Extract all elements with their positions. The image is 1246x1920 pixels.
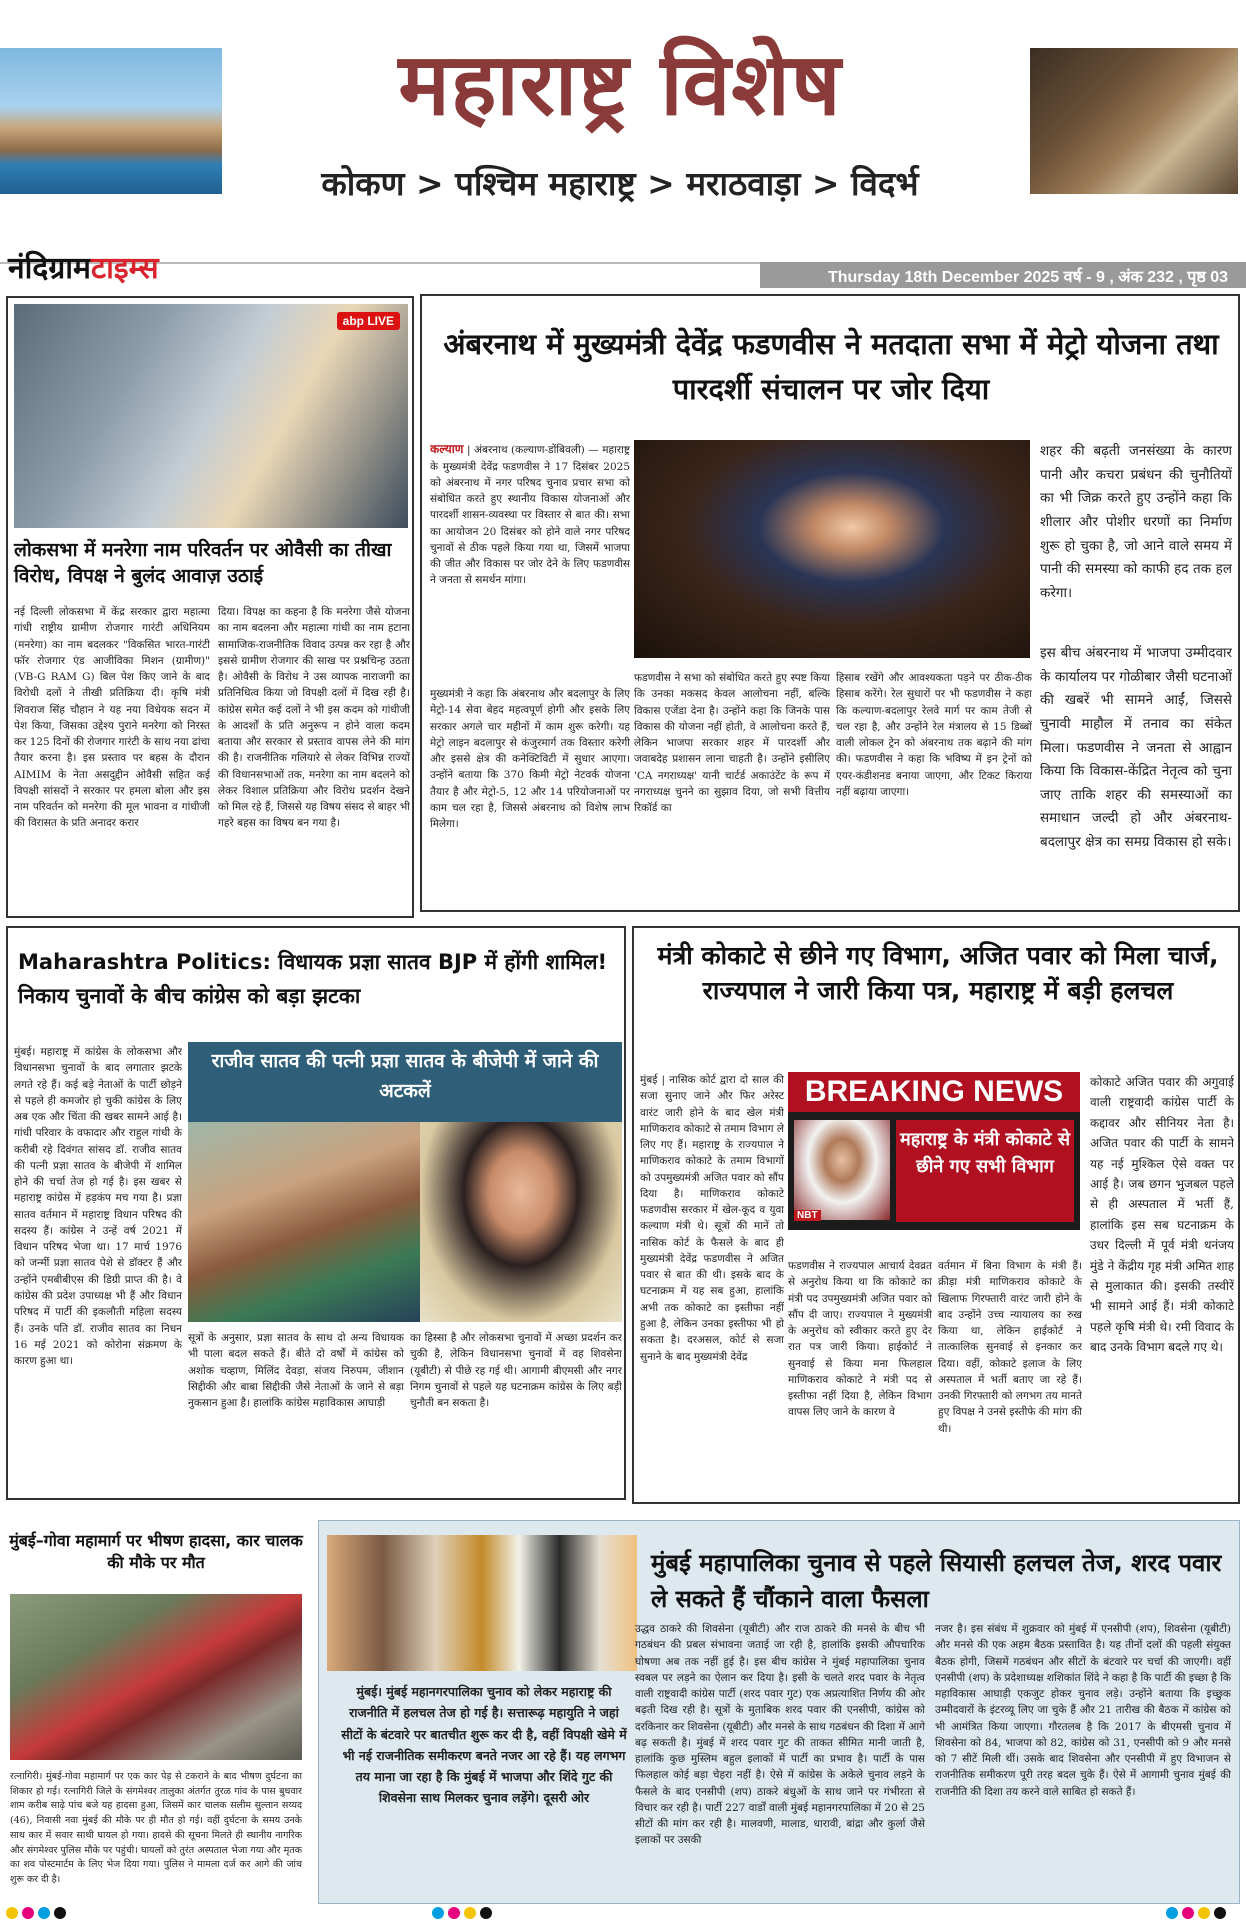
kokate-col2: फडणवीस ने राज्यपाल आचार्य देवव्रत से अनुरोध किया था कि कोकाटे का मंत्री पद उपमुख्यमंत्री अजित पवार को सौंप दी जाए। राज्यपाल ने मुख्यमंत्री के अनुरोध को स्वीकार करते हुए देर रात पत्र जारी किया। हाईकोर्ट ने सुनवाई से किया मना फिलहाल माणिकराव कोकाटे ने मंत्री पद से इस्तीफा नहीं दिया है, लेकिन विभाग वापस लिए जाने के कारण वे (788, 1260, 932, 1419)
abp-live-tag: abp LIVE (337, 312, 400, 330)
masthead-title: महाराष्ट्र विशेष (398, 34, 842, 135)
accident-car-photo (10, 1594, 302, 1760)
story-ambernath (420, 294, 1240, 912)
ambernath-col1-text: अंबरनाथ (कल्याण-डोंबिवली) — महाराष्ट्र के मुख्यमंत्री देवेंद्र फडणवीस ने 17 दिसंबर 2025 को अंबरनाथ में नगर परिषद चुनाव प्रचार सभा को संबोधित करते हुए स्थानीय विकास योजनाओं और पारदर्शी शासन-व्यवस्था पर विस्तार से बात की। सभा का आयोजन 20 दिसंबर को होने वाले नगर परिषद चुनावों से ठीक पहले किया गया था, जिसमें भाजपा की जीत और विकास पर जोर देने के लिए फडणवीस ने जनता से समर्थन मांगा। (430, 444, 630, 587)
owaisi-col1: नई दिल्ली लोकसभा में केंद्र सरकार द्वारा महात्मा गांधी राष्ट्रीय ग्रामीण रोजगार गारंटी अधिनियम (मनरेगा) का नाम बदलकर "विकसित भारत-गारंटी फॉर रोजगार एंड आजीविका मिशन (ग्रामीण)" (VB-G RAM G) बिल पेश किए जाने के बाद विरोधी दलों ने तीखी प्रतिक्रिया दी। कृषि मंत्री शिवराज सिंह चौहान ने यह नया विधेयक सदन में पेश किया, जिसका उद्देश्य पुराने मनरेगा को निरस्त कर 125 दिनों की रोजगार गारंटी के साथ नया ढांचा तैयार करना है। इस प्रस्ताव पर बहस के दौरान AIMIM के नेता असदुद्दीन ओवैसी सहित कई विपक्षी सांसदों ने सरकार पर हमला बोला और इस नाम परिवर्तन को मनरेगा की मूल भावना व गांधीजी की विरासत के प्रति अनादर करार (14, 606, 210, 830)
headline-ambernath: अंबरनाथ में मुख्यमंत्री देवेंद्र फडणवीस ने मतदाता सभा में मेट्रो योजना तथा पारदर्शी संचालन पर जोर दिया (443, 327, 1219, 406)
bmc-col2: नजर है। इस संबंध में शुक्रवार को मुंबई में एनसीपी (शप), शिवसेना (यूबीटी) और मनसे की एक अहम बैठक प्रस्तावित है। यह तीनों दलों की पहली संयुक्त बैठक होगी, जिसमें गठबंधन और सीटों के बंटवारे पर चर्चा की जाएगी। वहीं एनसीपी (शप) के प्रदेशाध्यक्ष शशिकांत शिंदे ने कहा है कि पार्टी की इच्छा है कि महाविकास आघाड़ी एकजुट होकर चुनाव लड़े। उन्होंने बताया कि इच्छुक उम्मीदवारों के इंटरव्यू लिए जा चुके हैं और 21 तारीख की बैठक में कांग्रेस को भी आमंत्रित किया जाएगा। गौरतलब है कि 2017 के बीएमसी चुनाव में शिवसेना को 84, भाजपा को 82, कांग्रेस को 31, एनसीपी को 9 और मनसे को 7 सीटें मिली थीं। उसके बाद शिवसेना और एनसीपी में हुए विभाजन से राजनीतिक समीकरण पूरी तरह बदल चुके हैं। ऐसे में आगामी चुनाव मुंबई की राजनीति की दिशा तय करने वाले साबित हो सकते हैं। (935, 1623, 1231, 1798)
bmc-pull-quote: मुंबई। मुंबई महानगरपालिका चुनाव को लेकर महाराष्ट्र की राजनीति में हलचल तेज हो गई है। सत्तारूढ़ महायुति ने जहां सीटों के बंटवारे पर बातचीत शुरू कर दी है, वहीं विपक्षी खेमे में भी नई राजनीतिक समीकरण बनते नजर आ रहे हैं। यह लगभग तय माना जा रहा है कि मुंबई में भाजपा और शिंदे गुट की शिवसेना साथ मिलकर चुनाव लड़ेंगे। दूसरी ओर (341, 1684, 627, 1806)
dateline-bar: Thursday 18th December 2025 वर्ष - 9 , अंक 232 , पृष्ठ 03 (760, 262, 1246, 288)
ambernath-col4a: शहर की बढ़ती जनसंख्या के कारण पानी और कचरा प्रबंधन की चुनौतियों का भी जिक्र करते हुए उन्होंने कहा कि शीलार और पोशीर धरणों का निर्माण शुरू हो चुका है, जो आने वाले समय में पानी की समस्या को काफी हद तक हल करेगा। (1040, 443, 1232, 601)
masthead-regions: कोकण > पश्चिम महाराष्ट्र > मराठवाड़ा > विदर्भ (321, 164, 919, 203)
story-kokate (632, 926, 1240, 1504)
kokate-photo (794, 1120, 890, 1220)
pragya-image-caption: राजीव सातव की पत्नी प्रज्ञा सातव के बीजेपी में जाने की अटकलें (188, 1042, 622, 1122)
story-pragya-satav (6, 926, 626, 1500)
fadnavis-photo (634, 440, 1030, 658)
satav-family-photo (188, 1122, 420, 1322)
headline-owaisi: लोकसभा में मनरेगा नाम परिवर्तन पर ओवैसी का तीखा विरोध, विपक्ष ने बुलंद आवाज़ उठाई (14, 539, 392, 587)
ambernath-col2: फडणवीस ने सभा को संबोधित करते हुए स्पष्ट किया कि उनका मकसद केवल आलोचना नहीं, बल्कि विकास एजेंडा देना है। उन्होंने कहा कि जिनके पास विकास की योजना नहीं होती, वे आलोचना करते हैं, लेकिन भाजपा सरकार शहर में पारदर्शी और जवाबदेह प्रशासन लाना चाहती है। उन्होंने इसीलिए 'CA नगराध्यक्ष' यानी चार्टर्ड अकाउंटेंट के रूप में नगराध्यक्ष चुनने का सुझाव दिया, जो सभी वित्तीय रिकॉर्ड का (634, 672, 830, 815)
headline-pragya-satav: Maharashtra Politics: विधायक प्रज्ञा सातव BJP में होंगी शामिल! निकाय चुनावों के बीच कांग्रेस को बड़ा झटका (18, 950, 608, 1008)
headline-bmc: मुंबई महापालिका चुनाव से पहले सियासी हलचल तेज, शरद पवार ले सकते हैं चौंकाने वाला फैसला (651, 1549, 1222, 1613)
logo-part2: टाइम्स (90, 251, 159, 286)
headline-accident: मुंबई–गोवा महामार्ग पर भीषण हादसा, कार चालक की मौके पर मौत (9, 1531, 303, 1572)
pragya-col1: मुंबई। महाराष्ट्र में कांग्रेस के लोकसभा और विधानसभा चुनावों के बाद लगातार झटके लगते रहे हैं। कई बड़े नेताओं के पार्टी छोड़ने से पहले ही कमजोर हो चुकी कांग्रेस के लिए अब एक और चिंता की खबर सामने आई है। गांधी परिवार के वफादार और राहुल गांधी के करीबी रहे दिवंगत सांसद डॉ. राजीव सातव की पत्नी प्रज्ञा सातव के बीजेपी में शामिल होने की चर्चा तेज हो गई है। इस खबर से महाराष्ट्र कांग्रेस में हड़कंप मच गया है। प्रज्ञा सातव वर्तमान में महाराष्ट्र विधान परिषद की सदस्य हैं। कांग्रेस ने उन्हें वर्ष 2021 में विधान परिषद भेजा था। 17 मार्च 1976 को जन्मीं प्रज्ञा सातव पेशे से डॉक्टर हैं और उन्होंने एमबीबीएस की डिग्री प्राप्त की है। वे कांग्रेस की प्रदेश उपाध्यक्ष भी हैं और विधान परिषद में पार्टी की इकलौती महिला सदस्य हैं। उनके पति डॉ. राजीव सातव का निधन 16 मई 2021 को कोरोना संक्रमण के कारण हुआ था। (14, 1046, 182, 1368)
story-owaisi (6, 296, 414, 918)
breaking-news-banner: BREAKING NEWS (788, 1072, 1080, 1112)
nbt-logo: NBT (794, 1210, 821, 1221)
pragya-col3: का हिस्सा है और लोकसभा चुनावों में अच्छा प्रदर्शन कर चुकी है, लेकिन विधानसभा चुनावों में वह शिवसेना (यूबीटी) से पीछे रह गई थी। आगामी बीएमसी और नगर निगम चुनावों से पहले यह घटनाक्रम कांग्रेस के लिए बड़ी चुनौती बन सकता है। (410, 1332, 622, 1410)
kokate-col4: कोकाटे अजित पवार की अगुवाई वाली राष्ट्रवादी कांग्रेस पार्टी के कद्दावर और सीनियर नेता है। अजित पवार की पार्टी के सामने यह नई मुश्किल ऐसे वक्त पर आई है। जब छगन भुजबल पहले से ही अस्पताल में भर्ती हैं, हालांकि इस सब घटनाक्रम के उधर दिल्ली में पूर्व मंत्री धनंजय मुंडे ने केंद्रीय गृह मंत्री अमित शाह से मुलाकात की। इसकी तस्वीरें भी सामने आई हैं। मंत्री कोकाटे पहले कृषि मंत्री थे। रमी विवाद के बाद उनके विभाग बदले गए थे। (1090, 1075, 1234, 1355)
ambernath-col4b: इस बीच अंबरनाथ में भाजपा उम्मीदवार के कार्यालय पर गोळीबार जैसी घटनाओं की खबरें भी सामने आईं, जिससे चुनावी माहौल में तनाव का संकेत मिला। फडणवीस ने जनता से आह्वान किया कि विकास-केंद्रित नेतृत्व को चुना जाए ताकि शहर की समस्याओं का समाधान जल्दी हो और अंबरनाथ-बदलापुर क्षेत्र का समग्र विकास हो सके। (1040, 645, 1232, 850)
politicians-collage-photo (327, 1535, 637, 1671)
kokate-col1: मुंबई | नासिक कोर्ट द्वारा दो साल की सजा सुनाए जाने और फिर अरेस्ट वारंट जारी होने के बाद खेल मंत्री माणिकराव कोकाटे से तमाम विभाग ले लिए गए हैं। महाराष्ट्र के राज्यपाल ने माणिकराव कोकाटे के तमाम विभागों को उपमुख्यमंत्री अजित पवार को सौंप दिया है। माणिकराव कोकाटे फडणवीस सरकार में खेल-कूद व युवा कल्याण मंत्री थे। सूत्रों की मानें तो नासिक कोर्ट के फैसले के बाद ही मुख्यमंत्री देवेंद्र फडणवीस ने अजित पवार से बात की थी। इसके बाद के घटनाक्रम में यह सब हुआ, हालांकि अभी तक कोकाटे का इस्तीफा नहीं हुआ है, लेकिन उनका इस्तीफा भी हो सकता है। दरअसल, कोर्ट से सजा सुनाने के बाद मुख्यमंत्री देवेंद्र (640, 1074, 784, 1363)
registration-marks-center (432, 1904, 496, 1920)
gateway-of-india-photo (0, 48, 222, 194)
pragya-satav-photo (420, 1122, 622, 1322)
cave-temple-photo (1030, 48, 1238, 194)
owaisi-col2: दिया। विपक्ष का कहना है कि मनरेगा जैसे योजना का नाम बदलना और महात्मा गांधी का नाम हटाना सामाजिक-राजनीतिक विवाद उत्पन्न कर रहा है और इससे ग्रामीण रोजगार की साख पर प्रश्नचिन्ह उठता है। ओवैसी के विरोध ने उस व्यापक नाराजगी का प्रतिनिधित्व किया जो विपक्षी दलों में दिख रही है। कांग्रेस समेत कई दलों ने भी इस कदम को गांधीजी के आदर्शों के प्रति अनुरूप न होने वाला कदम बताया और सरकार से प्रस्ताव वापस लेने की मांग की है। राजनीतिक गलियारे से लेकर विभिन्न राज्यों की विधानसभाओं तक, मनरेगा का नाम बदलने को लेकर विशाल प्रतिक्रिया और विरोध प्रदर्शन देखने को मिल रहे हैं, जिससे यह विषय संसद से बाहर भी गहरे बहस का विषय बन गया है। (218, 606, 410, 830)
story-accident (6, 1516, 306, 1906)
pragya-col2: सूत्रों के अनुसार, प्रज्ञा सातव के साथ दो अन्य विधायक भी पाला बदल सकते हैं। बीते दो वर्षों में कांग्रेस को अशोक चव्हाण, मिलिंद देवड़ा, संजय निरुपम, जीशान सिद्दीकी और बाबा सिद्दीकी जैसे नेताओं के जाने से बड़ा नुकसान हुआ है। हालांकि कांग्रेस महाविकास आघाड़ी (188, 1332, 404, 1410)
ambernath-col1b: मुख्यमंत्री ने कहा कि अंबरनाथ और बदलापुर के लिए मेट्रो-14 सेवा बेहद महत्वपूर्ण होगी और इसके लिए सरकार अगले चार महीनों में काम शुरू करेगी। यह मेट्रो लाइन बदलापुर से कंजुरमार्ग तक विस्तार करेगी और इससे क्षेत्र की कनेक्टिविटी में सुधार आएगा। उन्होंने बताया कि 370 किमी मेट्रो नेटवर्क योजना तैयार है और मेट्रो-5, 12 और 14 परियोजनाओं पर काम चल रहा है, जिससे अंबरनाथ को विशेष लाभ मिलेगा। (430, 688, 630, 831)
logo-part1: नंदिग्राम (8, 251, 91, 286)
bmc-col1: उद्धव ठाकरे की शिवसेना (यूबीटी) और राज ठाकरे की मनसे के बीच भी गठबंधन की प्रबल संभावना जताई जा रही है, हालांकि इसकी औपचारिक घोषणा अब तक नहीं हुई है। इस बीच कांग्रेस ने मुंबई महापालिका चुनाव स्वबल पर लड़ने का ऐलान कर दिया है। इसी के चलते शरद पवार के नेतृत्व वाली राष्ट्रवादी कांग्रेस पार्टी (शरद पवार गुट) एक अप्रत्याशित निर्णय की ओर बढ़ती दिख रही है। सूत्रों के मुताबिक शरद पवार की एनसीपी, कांग्रेस को दरकिनार कर शिवसेना (यूबीटी) और मनसे के साथ गठबंधन की दिशा में आगे बढ़ सकती है। मुंबई में शरद पवार गुट की ताकत सीमित मानी जाती है, हालांकि कुछ मुस्लिम बहुल इलाकों में पार्टी का प्रभाव है। पार्टी के पास फिलहाल कोई बड़ा चेहरा नहीं है। ऐसे में कांग्रेस के अकेले चुनाव लड़ने के फैसले के बाद एनसीपी (शप) ठाकरे बंधुओं के साथ जाने पर गंभीरता से विचार कर रही है। पार्टी 227 वार्डों वाली मुंबई महानगरपालिका में 20 से 25 सीटों की मांग कर रही है। मालवणी, मालाड, धारावी, बांद्रा और कुर्ला जैसे इलाकों पर उसकी (635, 1623, 925, 1847)
breaking-news-text: महाराष्ट्र के मंत्री कोकाटे से छीने गए सभी विभाग (896, 1120, 1074, 1222)
ambernath-dateline: कल्याण (430, 442, 464, 456)
accident-body: रत्नागिरी। मुंबई-गोवा महामार्ग पर एक कार पेड़ से टकराने के बाद भीषण दुर्घटना का शिकार हो गई। रत्नागिरी जिले के संगमेश्वर तालुका अंतर्गत तुरळ गांव के पास बुधवार शाम करीब साढ़े पांच बजे यह हादसा हुआ, जिसमें कार चालक सलीम सुल्तान सय्यद (46), निवासी नवा मुंबई की मौके पर ही मौत हो गई। वहीं दुर्घटना के समय उनके साथ कार में सवार साथी घायल हो गया। हादसे की सूचना मिलते ही स्थानीय नागरिक और संगमेश्वर पुलिस मौके पर पहुंची। घायलों को तुरंत अस्पताल भेजा गया और मृतक का शव पोस्टमार्टम के लिए भेज दिया गया। पुलिस ने मामला दर्ज कर आगे की जांच शुरू कर दी है। (10, 1771, 302, 1886)
story-bmc (318, 1520, 1240, 1904)
breaking-news-graphic (788, 1112, 1080, 1230)
lok-sabha-photo (14, 304, 408, 528)
ambernath-col3: हिसाब रखेंगे और आवश्यकता पड़ने पर ठीक-ठीक हिसाब करेंगे। रेल सुधारों पर भी फडणवीस ने कहा कि कल्याण-बदलापुर रेलवे मार्ग पर काम तेजी से चल रहा है, और उन्होंने रेल मंत्रालय से 15 डिब्बों वाली लोकल ट्रेन को अंबरनाथ तक बढ़ाने की मांग की। फडणवीस ने कहा कि भविष्य में इन ट्रेनों को एयर-कंडीशनड बनाया जाएगा, और टिकट किराया नहीं बढ़ाया जाएगा। (836, 672, 1032, 798)
ambernath-col1: कल्याण | अंबरनाथ (कल्याण-डोंबिवली) — महाराष्ट्र के मुख्यमंत्री देवेंद्र फडणवीस ने 17 दिसंबर 2025 को अंबरनाथ में नगर परिषद चुनाव प्रचार सभा को संबोधित करते हुए स्थानीय विकास योजनाओं और पारदर्शी शासन-व्यवस्था पर विस्तार से बात की। सभा का आयोजन 20 दिसंबर को होने वाले नगर परिषद चुनावों से ठीक पहले किया गया था, जिसमें भाजपा की जीत और विकास पर जोर देने के लिए फडणवीस ने जनता से समर्थन मांगा। (430, 442, 630, 587)
kokate-col3: वर्तमान में बिना विभाग के मंत्री हैं। क्रीड़ा मंत्री माणिकराव कोकाटे के खिलाफ गिरफ्तारी वारंट जारी होने के बाद उन्होंने उच्च न्यायालय का रुख किया था, लेकिन हाईकोर्ट ने तात्कालिक सुनवाई से इनकार कर दिया। वहीं, कोकाटे इलाज के लिए अस्पताल में भर्ती बताए जा रहे हैं। उनकी गिरफ्तारी को लगभग तय मानते हुए विपक्ष ने उनसे इस्तीफे की मांग की थी। (938, 1260, 1082, 1435)
registration-marks-left (6, 1904, 70, 1920)
registration-marks-right (1166, 1904, 1230, 1920)
newspaper-logo (8, 246, 208, 286)
headline-kokate: मंत्री कोकाटे से छीने गए विभाग, अजित पवार को मिला चार्ज, राज्यपाल ने जारी किया पत्र, महाराष्ट्र में बड़ी हलचल (657, 941, 1219, 1005)
